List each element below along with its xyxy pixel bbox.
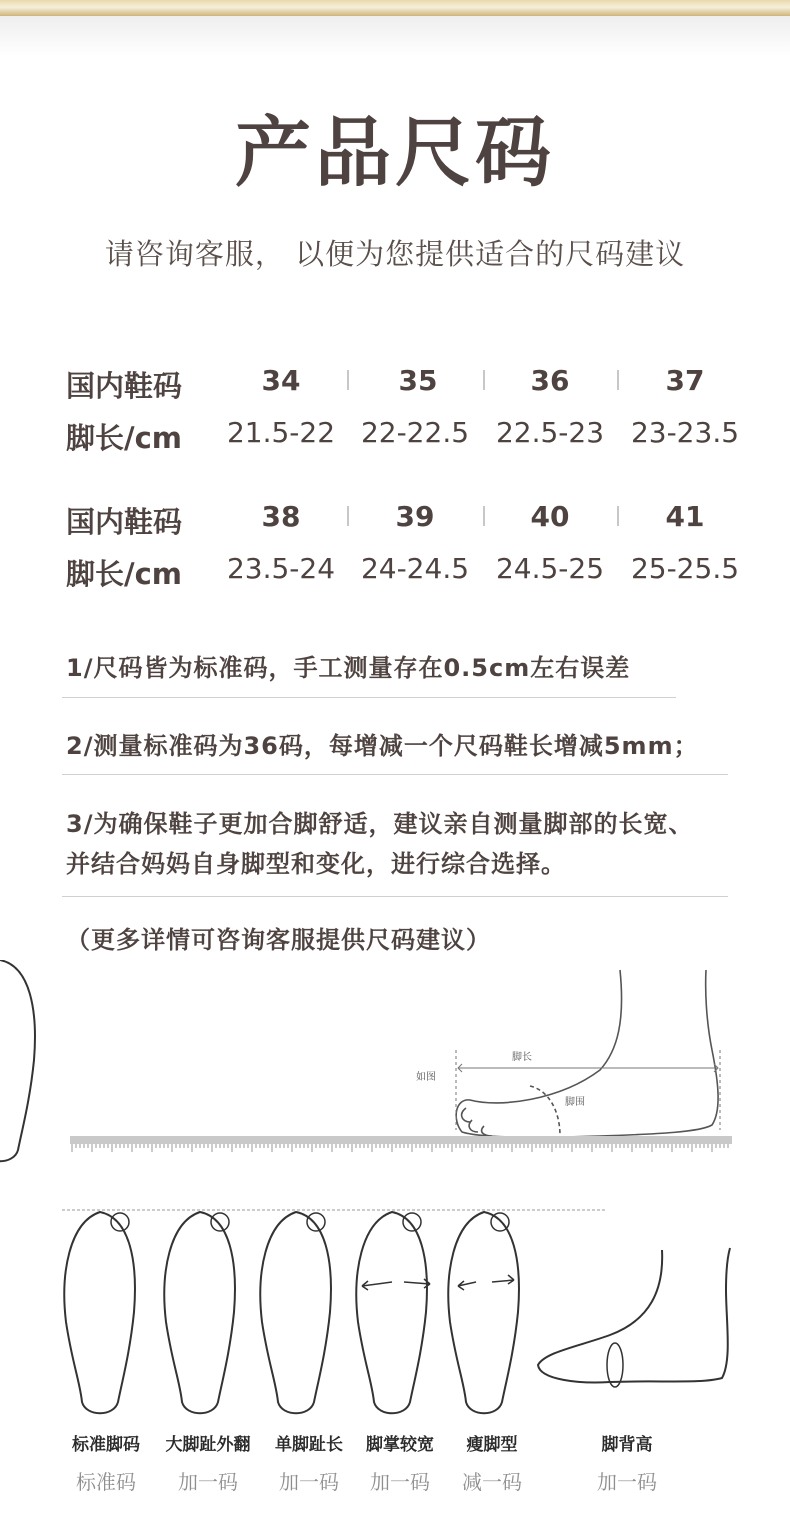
foot-type-advice: 加一码: [370, 1470, 430, 1494]
foot-standard-icon: [64, 1212, 135, 1413]
size-cell: 39: [395, 500, 435, 533]
length-row-label: 脚长/cm: [66, 557, 183, 591]
foot-type-label: 标准脚码: [72, 1435, 140, 1455]
length-row-label: 脚长/cm: [66, 421, 183, 455]
gold-top-border: [0, 0, 790, 16]
length-cell: 22-22.5: [360, 416, 470, 449]
foot-wide-icon: [356, 1212, 427, 1413]
size-cell: 37: [665, 364, 705, 397]
size-cell: 34: [261, 364, 301, 397]
page-title: 产品尺码: [235, 108, 555, 197]
size-row-2: [0, 500, 790, 544]
divider: [62, 896, 728, 897]
girth-annotation: 脚围: [565, 1097, 585, 1108]
size-row-label: 国内鞋码: [66, 369, 183, 403]
length-cell: 23.5-24: [226, 552, 336, 585]
foot-measure-diagram: [0, 960, 790, 1430]
length-row-1: [0, 416, 790, 460]
length-cell: 25-25.5: [630, 552, 740, 585]
length-row-2: [0, 552, 790, 596]
foot-bunion-icon: [164, 1212, 235, 1413]
top-shade: [0, 16, 790, 56]
width-arrows: [362, 1275, 514, 1290]
size-cell: 40: [530, 500, 570, 533]
foot-type-advice: 加一码: [279, 1470, 339, 1494]
foot-type-advice: 加一码: [178, 1470, 238, 1494]
divider: [62, 774, 728, 775]
foot-type-label: 瘦脚型: [466, 1435, 518, 1455]
foot-type-advice: 标准码: [76, 1470, 136, 1494]
foot-slim-icon: [448, 1212, 519, 1413]
size-row-label: 国内鞋码: [66, 505, 183, 539]
size-row-1: [0, 364, 790, 408]
note-1: 1/尺码皆为标准码，手工测量存在0.5cm左右误差: [66, 654, 631, 682]
size-cell: 38: [261, 500, 301, 533]
foot-long-toe-icon: [260, 1212, 331, 1413]
foot-type-label: 脚掌较宽: [366, 1435, 434, 1455]
foot-type-label: 大脚趾外翻: [165, 1435, 251, 1455]
foot-type-label: 脚背高: [601, 1435, 653, 1455]
note-3-line-1: 3/为确保鞋子更加合脚舒适，建议亲自测量脚部的长宽、: [66, 810, 694, 838]
length-annotation: 脚长: [512, 1052, 532, 1063]
page-subtitle: 请咨询客服， 以便为您提供适合的尺码建议: [104, 237, 686, 271]
side-annotation: 如图: [416, 1072, 436, 1083]
ruler: [70, 1136, 732, 1152]
length-cell: 21.5-22: [226, 416, 336, 449]
note-3-line-2: 并结合妈妈自身脚型和变化，进行综合选择。: [66, 850, 566, 878]
side-foot-illustration: [456, 970, 718, 1137]
length-cell: 23-23.5: [630, 416, 740, 449]
divider: [62, 697, 676, 698]
size-cell: 36: [530, 364, 570, 397]
note-2: 2/测量标准码为36码，每增减一个尺码鞋长增减5mm；: [66, 732, 699, 760]
size-cell: 35: [398, 364, 438, 397]
length-cell: 24.5-25: [495, 552, 605, 585]
foot-type-advice: 减一码: [462, 1470, 522, 1494]
foot-type-label: 单脚趾长: [275, 1435, 343, 1455]
more-info: （更多详情可咨询客服提供尺码建议）: [66, 926, 491, 954]
length-cell: 24-24.5: [360, 552, 470, 585]
foot-outlines: [0, 960, 519, 1413]
size-cell: 41: [665, 500, 705, 533]
toe-circles: [111, 1213, 509, 1231]
length-cell: 22.5-23: [495, 416, 605, 449]
foot-type-advice: 加一码: [597, 1470, 657, 1494]
foot-high-instep-icon: [538, 1248, 730, 1387]
